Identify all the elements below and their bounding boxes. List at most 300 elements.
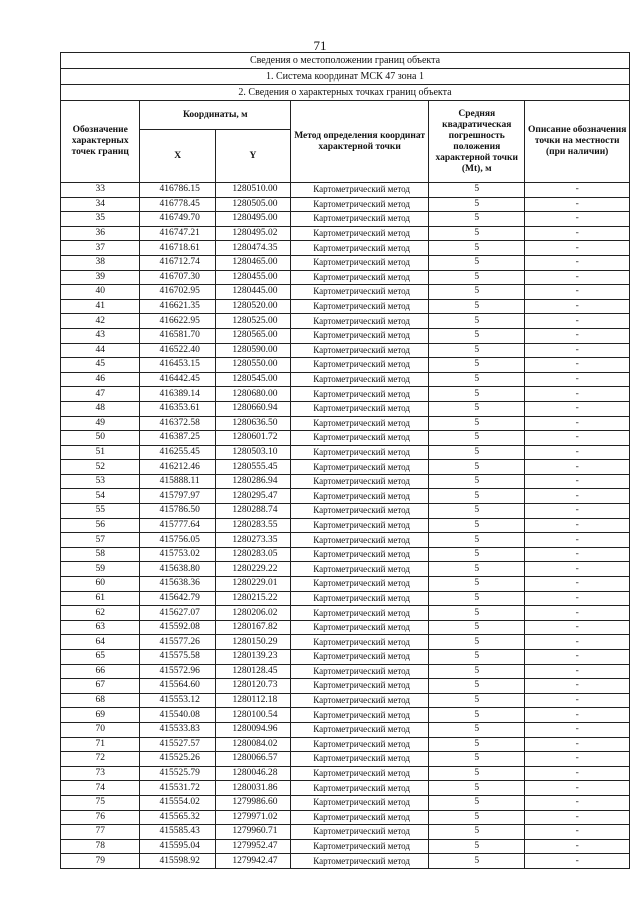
table-row bbox=[61, 635, 630, 650]
method-cell: Картометрический метод bbox=[291, 839, 429, 854]
accuracy-cell: 5 bbox=[429, 328, 525, 343]
header-y: Y bbox=[215, 130, 290, 183]
accuracy-cell: 5 bbox=[429, 839, 525, 854]
description-cell: - bbox=[525, 460, 630, 475]
x-coordinate-cell: 416749.70 bbox=[140, 212, 215, 227]
y-coordinate-cell: 1280167.82 bbox=[215, 620, 290, 635]
point-number-cell: 50 bbox=[61, 431, 140, 446]
accuracy-cell: 5 bbox=[429, 693, 525, 708]
x-coordinate-cell: 416712.74 bbox=[140, 255, 215, 270]
accuracy-cell: 5 bbox=[429, 547, 525, 562]
method-cell: Картометрический метод bbox=[291, 577, 429, 592]
x-coordinate-cell: 416522.40 bbox=[140, 343, 215, 358]
x-coordinate-cell: 415540.08 bbox=[140, 708, 215, 723]
header-description: Описание обозначения точки на местности (при наличии) bbox=[525, 101, 630, 183]
point-number-cell: 58 bbox=[61, 547, 140, 562]
x-coordinate-cell: 415533.83 bbox=[140, 722, 215, 737]
accuracy-cell: 5 bbox=[429, 372, 525, 387]
point-number-cell: 69 bbox=[61, 708, 140, 723]
description-cell: - bbox=[525, 839, 630, 854]
accuracy-cell: 5 bbox=[429, 358, 525, 373]
x-coordinate-cell: 416255.45 bbox=[140, 445, 215, 460]
y-coordinate-cell: 1280680.00 bbox=[215, 387, 290, 402]
accuracy-cell: 5 bbox=[429, 650, 525, 665]
table-row bbox=[61, 460, 630, 475]
x-coordinate-cell: 416442.45 bbox=[140, 372, 215, 387]
table-row bbox=[61, 839, 630, 854]
y-coordinate-cell: 1280565.00 bbox=[215, 328, 290, 343]
method-cell: Картометрический метод bbox=[291, 431, 429, 446]
point-number-cell: 35 bbox=[61, 212, 140, 227]
accuracy-cell: 5 bbox=[429, 401, 525, 416]
table-row bbox=[61, 401, 630, 416]
point-number-cell: 72 bbox=[61, 752, 140, 767]
description-cell: - bbox=[525, 635, 630, 650]
method-cell: Картометрический метод bbox=[291, 226, 429, 241]
method-cell: Картометрический метод bbox=[291, 650, 429, 665]
description-cell: - bbox=[525, 577, 630, 592]
point-number-cell: 41 bbox=[61, 299, 140, 314]
description-cell: - bbox=[525, 431, 630, 446]
description-cell: - bbox=[525, 533, 630, 548]
table-row bbox=[61, 416, 630, 431]
table-row bbox=[61, 328, 630, 343]
method-cell: Картометрический метод bbox=[291, 285, 429, 300]
accuracy-cell: 5 bbox=[429, 533, 525, 548]
accuracy-cell: 5 bbox=[429, 606, 525, 621]
x-coordinate-cell: 416778.45 bbox=[140, 197, 215, 212]
description-cell: - bbox=[525, 795, 630, 810]
method-cell: Картометрический метод bbox=[291, 183, 429, 198]
y-coordinate-cell: 1279960.71 bbox=[215, 825, 290, 840]
y-coordinate-cell: 1280273.35 bbox=[215, 533, 290, 548]
x-coordinate-cell: 415525.26 bbox=[140, 752, 215, 767]
method-cell: Картометрический метод bbox=[291, 314, 429, 329]
y-coordinate-cell: 1280283.55 bbox=[215, 518, 290, 533]
x-coordinate-cell: 416212.46 bbox=[140, 460, 215, 475]
accuracy-cell: 5 bbox=[429, 795, 525, 810]
table-row bbox=[61, 795, 630, 810]
x-coordinate-cell: 415638.36 bbox=[140, 577, 215, 592]
table-row bbox=[61, 270, 630, 285]
y-coordinate-cell: 1280066.57 bbox=[215, 752, 290, 767]
accuracy-cell: 5 bbox=[429, 387, 525, 402]
accuracy-cell: 5 bbox=[429, 635, 525, 650]
description-cell: - bbox=[525, 650, 630, 665]
table-main-title: Сведения о местоположении границ объекта bbox=[61, 53, 630, 69]
y-coordinate-cell: 1280510.00 bbox=[215, 183, 290, 198]
y-coordinate-cell: 1280112.18 bbox=[215, 693, 290, 708]
description-cell: - bbox=[525, 518, 630, 533]
description-cell: - bbox=[525, 241, 630, 256]
x-coordinate-cell: 415786.50 bbox=[140, 504, 215, 519]
table-row bbox=[61, 314, 630, 329]
y-coordinate-cell: 1280206.02 bbox=[215, 606, 290, 621]
y-coordinate-cell: 1279986.60 bbox=[215, 795, 290, 810]
method-cell: Картометрический метод bbox=[291, 795, 429, 810]
point-number-cell: 79 bbox=[61, 854, 140, 869]
method-cell: Картометрический метод bbox=[291, 489, 429, 504]
point-number-cell: 67 bbox=[61, 679, 140, 694]
description-cell: - bbox=[525, 562, 630, 577]
method-cell: Картометрический метод bbox=[291, 664, 429, 679]
description-cell: - bbox=[525, 693, 630, 708]
table-row bbox=[61, 489, 630, 504]
y-coordinate-cell: 1280120.73 bbox=[215, 679, 290, 694]
point-number-cell: 61 bbox=[61, 591, 140, 606]
table-row bbox=[61, 620, 630, 635]
table-row bbox=[61, 343, 630, 358]
accuracy-cell: 5 bbox=[429, 489, 525, 504]
y-coordinate-cell: 1280503.10 bbox=[215, 445, 290, 460]
table-row bbox=[61, 212, 630, 227]
method-cell: Картометрический метод bbox=[291, 255, 429, 270]
x-coordinate-cell: 416353.61 bbox=[140, 401, 215, 416]
accuracy-cell: 5 bbox=[429, 562, 525, 577]
x-coordinate-cell: 415598.92 bbox=[140, 854, 215, 869]
y-coordinate-cell: 1280046.28 bbox=[215, 766, 290, 781]
method-cell: Картометрический метод bbox=[291, 547, 429, 562]
y-coordinate-cell: 1280100.54 bbox=[215, 708, 290, 723]
boundary-points-table bbox=[60, 52, 630, 869]
method-cell: Картометрический метод bbox=[291, 620, 429, 635]
description-cell: - bbox=[525, 212, 630, 227]
table-row bbox=[61, 197, 630, 212]
method-cell: Картометрический метод bbox=[291, 606, 429, 621]
x-coordinate-cell: 415756.05 bbox=[140, 533, 215, 548]
method-cell: Картометрический метод bbox=[291, 212, 429, 227]
section-title: 2. Сведения о характерных точках границ объекта bbox=[61, 85, 630, 101]
accuracy-cell: 5 bbox=[429, 270, 525, 285]
method-cell: Картометрический метод bbox=[291, 781, 429, 796]
table-row bbox=[61, 562, 630, 577]
accuracy-cell: 5 bbox=[429, 474, 525, 489]
y-coordinate-cell: 1279971.02 bbox=[215, 810, 290, 825]
point-number-cell: 75 bbox=[61, 795, 140, 810]
y-coordinate-cell: 1280465.00 bbox=[215, 255, 290, 270]
y-coordinate-cell: 1280295.47 bbox=[215, 489, 290, 504]
y-coordinate-cell: 1280601.72 bbox=[215, 431, 290, 446]
table-row bbox=[61, 431, 630, 446]
y-coordinate-cell: 1280495.00 bbox=[215, 212, 290, 227]
point-number-cell: 68 bbox=[61, 693, 140, 708]
description-cell: - bbox=[525, 825, 630, 840]
y-coordinate-cell: 1280286.94 bbox=[215, 474, 290, 489]
method-cell: Картометрический метод bbox=[291, 533, 429, 548]
table-row bbox=[61, 445, 630, 460]
accuracy-cell: 5 bbox=[429, 781, 525, 796]
table-row bbox=[61, 183, 630, 198]
y-coordinate-cell: 1279952.47 bbox=[215, 839, 290, 854]
point-number-cell: 57 bbox=[61, 533, 140, 548]
y-coordinate-cell: 1280128.45 bbox=[215, 664, 290, 679]
x-coordinate-cell: 416702.95 bbox=[140, 285, 215, 300]
accuracy-cell: 5 bbox=[429, 620, 525, 635]
point-number-cell: 52 bbox=[61, 460, 140, 475]
table-row bbox=[61, 854, 630, 869]
y-coordinate-cell: 1280229.22 bbox=[215, 562, 290, 577]
y-coordinate-cell: 1280495.02 bbox=[215, 226, 290, 241]
point-number-cell: 40 bbox=[61, 285, 140, 300]
description-cell: - bbox=[525, 737, 630, 752]
point-number-cell: 44 bbox=[61, 343, 140, 358]
description-cell: - bbox=[525, 679, 630, 694]
x-coordinate-cell: 415638.80 bbox=[140, 562, 215, 577]
description-cell: - bbox=[525, 547, 630, 562]
table-row bbox=[61, 650, 630, 665]
x-coordinate-cell: 416718.61 bbox=[140, 241, 215, 256]
method-cell: Картометрический метод bbox=[291, 197, 429, 212]
point-number-cell: 38 bbox=[61, 255, 140, 270]
point-number-cell: 49 bbox=[61, 416, 140, 431]
table-row bbox=[61, 825, 630, 840]
accuracy-cell: 5 bbox=[429, 285, 525, 300]
method-cell: Картометрический метод bbox=[291, 810, 429, 825]
y-coordinate-cell: 1280545.00 bbox=[215, 372, 290, 387]
description-cell: - bbox=[525, 285, 630, 300]
method-cell: Картометрический метод bbox=[291, 299, 429, 314]
method-cell: Картометрический метод bbox=[291, 387, 429, 402]
method-cell: Картометрический метод bbox=[291, 474, 429, 489]
accuracy-cell: 5 bbox=[429, 445, 525, 460]
description-cell: - bbox=[525, 314, 630, 329]
header-accuracy: Средняя квадратическая погрешность положения характерной точки (Mt), м bbox=[429, 101, 525, 183]
description-cell: - bbox=[525, 299, 630, 314]
y-coordinate-cell: 1280139.23 bbox=[215, 650, 290, 665]
table-row bbox=[61, 533, 630, 548]
accuracy-cell: 5 bbox=[429, 416, 525, 431]
method-cell: Картометрический метод bbox=[291, 737, 429, 752]
point-number-cell: 42 bbox=[61, 314, 140, 329]
table-row bbox=[61, 664, 630, 679]
point-number-cell: 34 bbox=[61, 197, 140, 212]
description-cell: - bbox=[525, 387, 630, 402]
description-cell: - bbox=[525, 781, 630, 796]
x-coordinate-cell: 415575.58 bbox=[140, 650, 215, 665]
table-row bbox=[61, 766, 630, 781]
accuracy-cell: 5 bbox=[429, 679, 525, 694]
y-coordinate-cell: 1280215.22 bbox=[215, 591, 290, 606]
description-cell: - bbox=[525, 328, 630, 343]
point-number-cell: 62 bbox=[61, 606, 140, 621]
point-number-cell: 36 bbox=[61, 226, 140, 241]
table-row bbox=[61, 547, 630, 562]
accuracy-cell: 5 bbox=[429, 183, 525, 198]
point-number-cell: 66 bbox=[61, 664, 140, 679]
x-coordinate-cell: 415565.32 bbox=[140, 810, 215, 825]
y-coordinate-cell: 1280094.96 bbox=[215, 722, 290, 737]
accuracy-cell: 5 bbox=[429, 226, 525, 241]
accuracy-cell: 5 bbox=[429, 460, 525, 475]
method-cell: Картометрический метод bbox=[291, 708, 429, 723]
method-cell: Картометрический метод bbox=[291, 679, 429, 694]
method-cell: Картометрический метод bbox=[291, 518, 429, 533]
table-row bbox=[61, 285, 630, 300]
accuracy-cell: 5 bbox=[429, 664, 525, 679]
point-number-cell: 64 bbox=[61, 635, 140, 650]
method-cell: Картометрический метод bbox=[291, 358, 429, 373]
table-row bbox=[61, 810, 630, 825]
method-cell: Картометрический метод bbox=[291, 562, 429, 577]
method-cell: Картометрический метод bbox=[291, 270, 429, 285]
table-row bbox=[61, 387, 630, 402]
y-coordinate-cell: 1280660.94 bbox=[215, 401, 290, 416]
method-cell: Картометрический метод bbox=[291, 504, 429, 519]
point-number-cell: 47 bbox=[61, 387, 140, 402]
x-coordinate-cell: 415553.12 bbox=[140, 693, 215, 708]
table-row bbox=[61, 255, 630, 270]
x-coordinate-cell: 415595.04 bbox=[140, 839, 215, 854]
table-row bbox=[61, 781, 630, 796]
point-number-cell: 77 bbox=[61, 825, 140, 840]
description-cell: - bbox=[525, 358, 630, 373]
x-coordinate-cell: 416786.15 bbox=[140, 183, 215, 198]
method-cell: Картометрический метод bbox=[291, 752, 429, 767]
point-number-cell: 59 bbox=[61, 562, 140, 577]
table-row bbox=[61, 518, 630, 533]
description-cell: - bbox=[525, 489, 630, 504]
accuracy-cell: 5 bbox=[429, 825, 525, 840]
description-cell: - bbox=[525, 664, 630, 679]
table-row bbox=[61, 693, 630, 708]
table-row bbox=[61, 722, 630, 737]
table-row bbox=[61, 591, 630, 606]
point-number-cell: 46 bbox=[61, 372, 140, 387]
x-coordinate-cell: 415797.97 bbox=[140, 489, 215, 504]
x-coordinate-cell: 416372.58 bbox=[140, 416, 215, 431]
y-coordinate-cell: 1280474.35 bbox=[215, 241, 290, 256]
table-row bbox=[61, 241, 630, 256]
x-coordinate-cell: 416621.35 bbox=[140, 299, 215, 314]
point-number-cell: 45 bbox=[61, 358, 140, 373]
accuracy-cell: 5 bbox=[429, 591, 525, 606]
y-coordinate-cell: 1280555.45 bbox=[215, 460, 290, 475]
x-coordinate-cell: 415531.72 bbox=[140, 781, 215, 796]
point-number-cell: 74 bbox=[61, 781, 140, 796]
coordinate-system-title: 1. Система координат МСК 47 зона 1 bbox=[61, 69, 630, 85]
method-cell: Картометрический метод bbox=[291, 460, 429, 475]
method-cell: Картометрический метод bbox=[291, 401, 429, 416]
accuracy-cell: 5 bbox=[429, 766, 525, 781]
description-cell: - bbox=[525, 255, 630, 270]
point-number-cell: 56 bbox=[61, 518, 140, 533]
method-cell: Картометрический метод bbox=[291, 825, 429, 840]
x-coordinate-cell: 415592.08 bbox=[140, 620, 215, 635]
y-coordinate-cell: 1279942.47 bbox=[215, 854, 290, 869]
accuracy-cell: 5 bbox=[429, 212, 525, 227]
description-cell: - bbox=[525, 766, 630, 781]
accuracy-cell: 5 bbox=[429, 197, 525, 212]
point-number-cell: 70 bbox=[61, 722, 140, 737]
accuracy-cell: 5 bbox=[429, 255, 525, 270]
accuracy-cell: 5 bbox=[429, 737, 525, 752]
accuracy-cell: 5 bbox=[429, 299, 525, 314]
accuracy-cell: 5 bbox=[429, 810, 525, 825]
x-coordinate-cell: 415554.02 bbox=[140, 795, 215, 810]
x-coordinate-cell: 416389.14 bbox=[140, 387, 215, 402]
x-coordinate-cell: 415642.79 bbox=[140, 591, 215, 606]
table-row bbox=[61, 606, 630, 621]
description-cell: - bbox=[525, 474, 630, 489]
method-cell: Картометрический метод bbox=[291, 372, 429, 387]
x-coordinate-cell: 415627.07 bbox=[140, 606, 215, 621]
point-number-cell: 71 bbox=[61, 737, 140, 752]
x-coordinate-cell: 415525.79 bbox=[140, 766, 215, 781]
description-cell: - bbox=[525, 343, 630, 358]
point-number-cell: 78 bbox=[61, 839, 140, 854]
point-number-cell: 48 bbox=[61, 401, 140, 416]
y-coordinate-cell: 1280288.74 bbox=[215, 504, 290, 519]
table-row bbox=[61, 358, 630, 373]
description-cell: - bbox=[525, 445, 630, 460]
table-row bbox=[61, 504, 630, 519]
x-coordinate-cell: 416747.21 bbox=[140, 226, 215, 241]
point-number-cell: 51 bbox=[61, 445, 140, 460]
point-number-cell: 43 bbox=[61, 328, 140, 343]
description-cell: - bbox=[525, 722, 630, 737]
table-row bbox=[61, 577, 630, 592]
table-row bbox=[61, 299, 630, 314]
description-cell: - bbox=[525, 854, 630, 869]
method-cell: Картометрический метод bbox=[291, 591, 429, 606]
description-cell: - bbox=[525, 504, 630, 519]
description-cell: - bbox=[525, 197, 630, 212]
description-cell: - bbox=[525, 752, 630, 767]
method-cell: Картометрический метод bbox=[291, 241, 429, 256]
point-number-cell: 76 bbox=[61, 810, 140, 825]
page-number: 71 bbox=[313, 38, 327, 53]
accuracy-cell: 5 bbox=[429, 518, 525, 533]
accuracy-cell: 5 bbox=[429, 241, 525, 256]
table-row bbox=[61, 474, 630, 489]
description-cell: - bbox=[525, 620, 630, 635]
y-coordinate-cell: 1280590.00 bbox=[215, 343, 290, 358]
y-coordinate-cell: 1280505.00 bbox=[215, 197, 290, 212]
description-cell: - bbox=[525, 591, 630, 606]
accuracy-cell: 5 bbox=[429, 854, 525, 869]
description-cell: - bbox=[525, 401, 630, 416]
y-coordinate-cell: 1280445.00 bbox=[215, 285, 290, 300]
header-method: Метод определения координат характерной точки bbox=[291, 101, 429, 183]
description-cell: - bbox=[525, 810, 630, 825]
description-cell: - bbox=[525, 606, 630, 621]
point-number-cell: 60 bbox=[61, 577, 140, 592]
x-coordinate-cell: 415577.26 bbox=[140, 635, 215, 650]
x-coordinate-cell: 415777.64 bbox=[140, 518, 215, 533]
header-coordinates: Координаты, м bbox=[140, 101, 291, 130]
header-x: X bbox=[140, 130, 215, 183]
point-number-cell: 55 bbox=[61, 504, 140, 519]
method-cell: Картометрический метод bbox=[291, 343, 429, 358]
accuracy-cell: 5 bbox=[429, 722, 525, 737]
x-coordinate-cell: 416622.95 bbox=[140, 314, 215, 329]
y-coordinate-cell: 1280636.50 bbox=[215, 416, 290, 431]
x-coordinate-cell: 416453.15 bbox=[140, 358, 215, 373]
x-coordinate-cell: 416387.25 bbox=[140, 431, 215, 446]
x-coordinate-cell: 415527.57 bbox=[140, 737, 215, 752]
y-coordinate-cell: 1280084.02 bbox=[215, 737, 290, 752]
point-number-cell: 39 bbox=[61, 270, 140, 285]
x-coordinate-cell: 415585.43 bbox=[140, 825, 215, 840]
y-coordinate-cell: 1280150.29 bbox=[215, 635, 290, 650]
y-coordinate-cell: 1280229.01 bbox=[215, 577, 290, 592]
table-row bbox=[61, 708, 630, 723]
point-number-cell: 54 bbox=[61, 489, 140, 504]
point-number-cell: 53 bbox=[61, 474, 140, 489]
description-cell: - bbox=[525, 372, 630, 387]
accuracy-cell: 5 bbox=[429, 431, 525, 446]
description-cell: - bbox=[525, 183, 630, 198]
